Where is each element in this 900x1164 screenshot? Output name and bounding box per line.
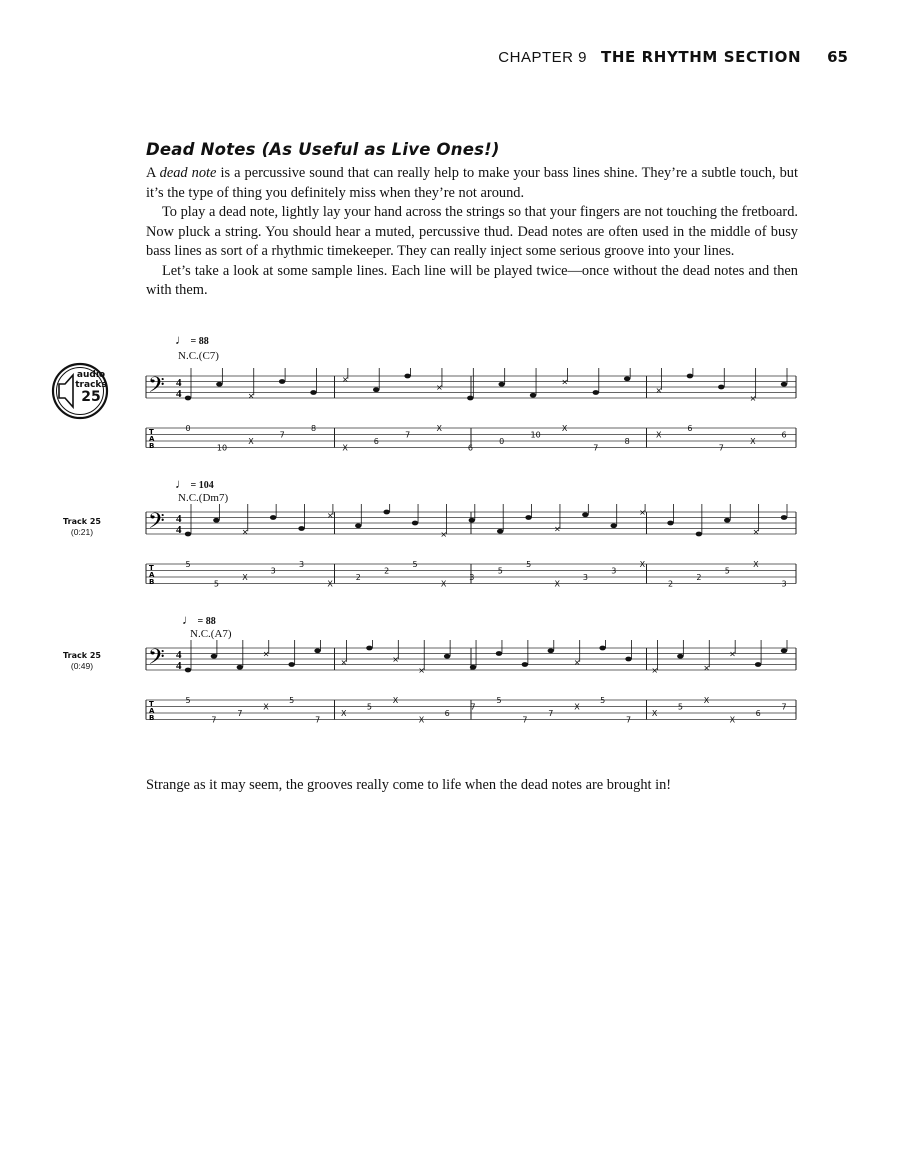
badge-line2: tracks <box>75 379 107 390</box>
dead-note-head: × <box>241 527 249 537</box>
tab-number: 7 <box>593 443 599 453</box>
tab-number: 7 <box>237 709 243 718</box>
tab-number: 6 <box>444 709 450 718</box>
note-head <box>599 646 605 651</box>
dead-note-head: × <box>247 391 255 401</box>
notation-and-tab <box>0 330 900 470</box>
note-head <box>216 382 222 387</box>
tab-number: X <box>554 579 560 589</box>
paragraph-1 <box>146 164 798 203</box>
tab-number: 3 <box>469 573 475 582</box>
closing-paragraph: Strange as it may seem, the grooves really come to life when the dead notes are brought in! <box>146 777 672 793</box>
tab-number: X <box>340 709 347 718</box>
note-head <box>412 521 418 526</box>
tab-number: X <box>561 424 568 433</box>
tab-number: 5 <box>496 696 502 705</box>
note-head <box>383 510 389 515</box>
note-head <box>781 382 787 387</box>
chord-symbol: N.C.(C7) <box>178 350 219 362</box>
notation-and-tab <box>0 610 900 750</box>
notation-and-tab <box>0 474 900 614</box>
tab-number: 0 <box>499 437 505 446</box>
badge-number: 25 <box>81 389 101 405</box>
tab-number: X <box>729 715 736 725</box>
tab-clef-letter: T <box>149 564 154 572</box>
tab-clef-letter: T <box>149 700 154 708</box>
dead-note-head: × <box>392 655 400 664</box>
tab-number: 2 <box>696 573 702 582</box>
tab-number: X <box>418 715 425 725</box>
tab-number: 6 <box>781 430 787 440</box>
time-signature-top: 4 <box>176 649 182 661</box>
tab-number: 5 <box>366 702 372 712</box>
tab-number: 7 <box>279 430 285 440</box>
section-body <box>146 140 798 301</box>
note-head <box>279 379 285 384</box>
tab-number: 10 <box>216 443 228 453</box>
note-head <box>185 668 191 673</box>
note-head <box>496 651 502 656</box>
tab-clef-letter: B <box>149 442 155 450</box>
note-head <box>582 512 588 517</box>
tab-number: 7 <box>405 430 411 440</box>
dead-note-head: × <box>440 530 448 539</box>
tab-clef-letter: T <box>149 428 154 436</box>
quarter-note-icon: ♩ <box>175 332 188 347</box>
tab-clef-letter: A <box>149 571 155 579</box>
tab-number: 6 <box>755 709 761 718</box>
note-head <box>373 387 379 392</box>
note-head <box>593 390 599 395</box>
dead-note-head: × <box>326 510 334 520</box>
note-head <box>724 518 730 523</box>
tab-number: 5 <box>677 702 683 712</box>
time-signature-top: 4 <box>176 377 182 389</box>
dead-note-head: × <box>340 657 348 667</box>
p1-term: dead note <box>159 165 217 181</box>
note-head <box>522 662 528 667</box>
tab-number: 3 <box>611 566 617 576</box>
note-head <box>298 526 304 531</box>
dead-note-head: × <box>341 374 349 384</box>
tab-number: 0 <box>185 424 191 433</box>
tab-number: 5 <box>289 696 295 705</box>
bass-clef-icon: 𝄢 <box>148 373 165 403</box>
quarter-note-icon: ♩ <box>175 476 188 491</box>
dead-note-head: × <box>655 385 663 395</box>
tab-number: X <box>436 424 442 433</box>
dead-note-head: × <box>703 663 710 673</box>
note-head <box>366 646 372 651</box>
note-head <box>404 374 410 379</box>
note-head <box>237 665 243 670</box>
bass-clef-icon: 𝄢 <box>148 509 165 539</box>
dead-note-head: × <box>262 649 270 659</box>
tab-number: 10 <box>530 430 541 440</box>
tab-number: X <box>440 579 447 589</box>
tab-number: X <box>242 573 248 582</box>
note-head <box>781 648 787 653</box>
time-signature-bottom: 4 <box>176 524 182 536</box>
note-head <box>288 662 294 667</box>
note-head <box>185 396 191 401</box>
tab-number: 3 <box>781 579 787 589</box>
tab-number: 8 <box>310 424 317 433</box>
quarter-note-icon: ♩ <box>182 612 195 627</box>
dead-note-head: × <box>729 649 736 659</box>
bass-clef-icon: 𝄢 <box>148 645 165 675</box>
tab-number: 2 <box>384 566 390 576</box>
dead-note-head: × <box>752 527 760 537</box>
tab-number: X <box>248 437 254 446</box>
paragraph-3: Let’s take a look at some sample lines. Each line will be played twice—once without the dead notes and then with them. <box>146 262 798 298</box>
section-heading: Dead Notes (As Useful as Live Ones!) <box>146 140 500 159</box>
note-head <box>470 665 476 670</box>
tab-number: 5 <box>185 560 191 569</box>
note-head <box>611 523 617 528</box>
note-head <box>498 382 504 387</box>
track-time: (0:49) <box>70 661 94 671</box>
tab-clef-letter: A <box>149 707 155 715</box>
tab-number: X <box>750 437 756 446</box>
chapter-title: THE RHYTHM SECTION <box>600 48 802 66</box>
tab-number: X <box>656 430 662 440</box>
tab-number: 7 <box>548 709 554 718</box>
note-head <box>211 654 217 659</box>
tab-number: 5 <box>600 696 606 705</box>
tab-number: X <box>263 702 269 712</box>
note-head <box>696 532 702 537</box>
note-head <box>469 518 475 523</box>
tab-number: 5 <box>213 579 219 589</box>
track-name: Track 25 <box>63 517 101 526</box>
note-head <box>444 654 450 659</box>
tab-number: X <box>392 696 399 705</box>
dead-note-head: × <box>418 666 425 675</box>
tab-number: 3 <box>270 566 276 576</box>
time-signature-bottom: 4 <box>176 660 182 672</box>
dead-note-head: × <box>553 524 561 534</box>
chord-symbol: N.C.(A7) <box>190 628 232 640</box>
tab-number: X <box>639 560 646 569</box>
badge-line1: audio <box>76 370 106 380</box>
note-head <box>314 648 320 653</box>
tab-number: 7 <box>781 702 787 712</box>
note-head <box>624 376 630 381</box>
chapter-label: CHAPTER 9 <box>498 49 587 66</box>
tab-number: X <box>327 579 333 589</box>
tab-number: 2 <box>355 573 361 582</box>
note-head <box>530 393 536 398</box>
tab-number: 5 <box>724 566 730 576</box>
p1-rest: is a percussive sound that can really help to make your bass lines shine. They’re a subtle touch, but it’s the type of thing you definitely miss when they’re not around. <box>146 165 798 201</box>
tab-number: X <box>753 560 759 569</box>
note-head <box>525 515 531 520</box>
running-header <box>498 48 848 66</box>
track-time: (0:21) <box>70 527 94 537</box>
note-head <box>667 521 673 526</box>
dead-note-head: × <box>435 383 443 392</box>
time-signature-bottom: 4 <box>176 388 182 400</box>
tab-number: 5 <box>497 566 503 576</box>
tempo-value: = 88 <box>190 336 209 347</box>
tab-number: X <box>574 702 580 712</box>
time-signature-top: 4 <box>176 513 182 525</box>
note-head <box>781 515 787 520</box>
dead-note-head: × <box>639 508 646 517</box>
tab-number: 5 <box>526 560 532 569</box>
p1-lead: A <box>146 165 160 181</box>
tab-number: 7 <box>522 715 528 725</box>
dead-note-head: × <box>561 377 569 387</box>
note-head <box>497 529 503 534</box>
dead-note-head: × <box>749 394 757 403</box>
tempo-value: = 104 <box>190 480 214 491</box>
note-head <box>548 648 554 653</box>
note-head <box>213 518 219 523</box>
dead-note-head: × <box>573 657 581 667</box>
tab-number: 2 <box>667 579 674 589</box>
track-name: Track 25 <box>63 651 101 660</box>
note-head <box>355 523 361 528</box>
note-head <box>185 532 191 537</box>
note-head <box>677 654 683 659</box>
note-head <box>625 657 631 662</box>
note-head <box>687 374 693 379</box>
tab-number: 7 <box>626 715 632 725</box>
paragraph-2: To play a dead note, lightly lay your hand across the strings so that your fingers are not touching the fretboard. Now pluck a string. You should hear a muted, percussive thud. Dead notes are often used in the middle of busy bass lines as sort of a rhythmic timekeeper. They can really inject some serious groove into your lines. <box>146 204 799 259</box>
tab-number: X <box>703 696 710 705</box>
tab-number: 7 <box>315 715 321 725</box>
tab-number: 3 <box>299 560 305 569</box>
tab-number: 5 <box>185 696 191 705</box>
tab-number: 8 <box>624 437 630 446</box>
tab-number: 6 <box>467 443 473 453</box>
tab-number: X <box>342 443 348 453</box>
tab-number: X <box>651 709 658 718</box>
tab-number: 6 <box>687 424 693 433</box>
tab-number: 5 <box>412 560 418 569</box>
tab-number: 6 <box>373 437 379 446</box>
note-head <box>270 515 276 520</box>
chord-symbol: N.C.(Dm7) <box>178 492 229 504</box>
tab-number: 3 <box>582 573 588 582</box>
tab-number: 7 <box>718 443 724 453</box>
tab-number: 7 <box>211 715 217 725</box>
note-head <box>467 396 473 401</box>
tempo-value: = 88 <box>197 616 216 627</box>
tab-number: 7 <box>470 702 476 712</box>
note-head <box>718 385 724 390</box>
dead-note-head: × <box>651 666 659 675</box>
note-head <box>310 390 316 395</box>
tab-clef-letter: B <box>149 578 155 586</box>
page-number: 65 <box>827 48 848 66</box>
tab-clef-letter: A <box>149 435 155 443</box>
tab-clef-letter: B <box>149 714 155 722</box>
note-head <box>755 662 761 667</box>
